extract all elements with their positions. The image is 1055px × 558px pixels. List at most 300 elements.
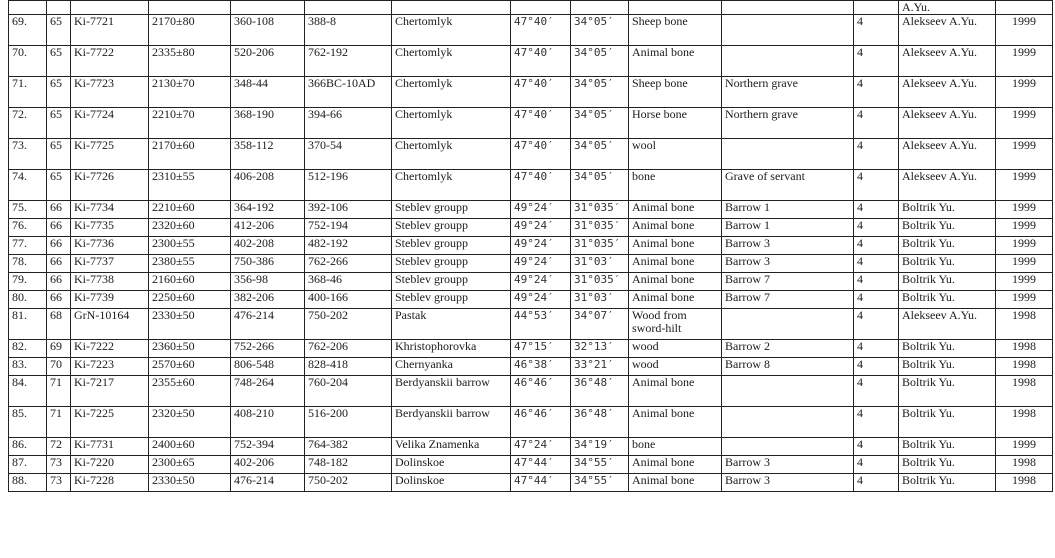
- cell-longitude: 31°035′: [571, 273, 629, 291]
- cell-year: 1999: [996, 46, 1053, 77]
- cell-year: 1999: [996, 237, 1053, 255]
- cell-c14-age: 2330±50: [149, 474, 231, 492]
- cell-longitude: 34°07′: [571, 309, 629, 340]
- cell-c14-age: 2330±50: [149, 309, 231, 340]
- cell-year: 1999: [996, 139, 1053, 170]
- cell-site-id: 65: [47, 15, 71, 46]
- cell-cal-range-1: 402-206: [231, 456, 305, 474]
- cell-number: 75.: [9, 201, 47, 219]
- cell-number: 73.: [9, 139, 47, 170]
- cell-latitude: 47°40′: [511, 139, 571, 170]
- cell-cal-range-2: 366BC-10AD: [305, 77, 392, 108]
- cell-researcher: Alekseev A.Yu.: [899, 108, 996, 139]
- cell-blank: [996, 1, 1053, 15]
- cell-cal-range-2: 400-166: [305, 291, 392, 309]
- cell-lab-code: Ki-7225: [71, 407, 149, 438]
- cell-blank: [722, 1, 854, 15]
- cell-material: Animal bone: [629, 219, 722, 237]
- cell-c14-age: 2160±60: [149, 273, 231, 291]
- cell-material: Animal bone: [629, 46, 722, 77]
- cell-number: 71.: [9, 77, 47, 108]
- cell-context: Barrow 3: [722, 237, 854, 255]
- cell-site-name: Dolinskoe: [392, 474, 511, 492]
- cell-c14-age: 2320±60: [149, 219, 231, 237]
- cell-cal-range-2: 482-192: [305, 237, 392, 255]
- cell-cal-range-1: 520-206: [231, 46, 305, 77]
- cell-researcher: Boltrik Yu.: [899, 376, 996, 407]
- cell-year: 1999: [996, 219, 1053, 237]
- cell-site-id: 70: [47, 358, 71, 376]
- cell-cal-range-1: 806-548: [231, 358, 305, 376]
- cell-cal-range-1: 748-264: [231, 376, 305, 407]
- cell-zone: 4: [854, 255, 899, 273]
- cell-blank: [392, 1, 511, 15]
- cell-longitude: 34°05′: [571, 77, 629, 108]
- cell-researcher: Boltrik Yu.: [899, 438, 996, 456]
- cell-cal-range-1: 408-210: [231, 407, 305, 438]
- cell-site-id: 65: [47, 170, 71, 201]
- cell-year: 1998: [996, 456, 1053, 474]
- cell-cal-range-1: 750-386: [231, 255, 305, 273]
- table-row: [9, 15, 1053, 46]
- table-body: [9, 1, 1053, 492]
- cell-c14-age: 2170±80: [149, 15, 231, 46]
- cell-researcher: Alekseev A.Yu.: [899, 77, 996, 108]
- cell-zone: 4: [854, 340, 899, 358]
- cell-cal-range-1: 368-190: [231, 108, 305, 139]
- cell-material: bone: [629, 170, 722, 201]
- cell-number: 81.: [9, 309, 47, 340]
- cell-lab-code: Ki-7737: [71, 255, 149, 273]
- cell-number: 76.: [9, 219, 47, 237]
- cell-year: 1998: [996, 407, 1053, 438]
- table-row: [9, 340, 1053, 358]
- cell-latitude: 49°24′: [511, 219, 571, 237]
- cell-material: bone: [629, 438, 722, 456]
- cell-c14-age: 2170±60: [149, 139, 231, 170]
- cell-researcher: Boltrik Yu.: [899, 273, 996, 291]
- cell-latitude: 49°24′: [511, 291, 571, 309]
- table-row: [9, 237, 1053, 255]
- table-row: [9, 273, 1053, 291]
- cell-site-name: Pastak: [392, 309, 511, 340]
- cell-material: Animal bone: [629, 474, 722, 492]
- cell-researcher: Alekseev A.Yu.: [899, 15, 996, 46]
- cell-site-name: Steblev groupp: [392, 201, 511, 219]
- cell-site-name: Chernyanka: [392, 358, 511, 376]
- cell-researcher: Boltrik Yu.: [899, 219, 996, 237]
- cell-latitude: 47°40′: [511, 77, 571, 108]
- cell-site-name: Velika Znamenka: [392, 438, 511, 456]
- cell-year: 1998: [996, 474, 1053, 492]
- cell-cal-range-2: 750-202: [305, 474, 392, 492]
- cell-longitude: 33°21′: [571, 358, 629, 376]
- table-row: [9, 201, 1053, 219]
- table-row: [9, 170, 1053, 201]
- cell-blank: [511, 1, 571, 15]
- cell-context: [722, 407, 854, 438]
- cell-longitude: 34°55′: [571, 474, 629, 492]
- cell-latitude: 47°24′: [511, 438, 571, 456]
- table-row: [9, 77, 1053, 108]
- cell-number: 79.: [9, 273, 47, 291]
- cell-year: 1999: [996, 291, 1053, 309]
- cell-material: Animal bone: [629, 237, 722, 255]
- cell-site-id: 66: [47, 273, 71, 291]
- cell-c14-age: 2380±55: [149, 255, 231, 273]
- cell-cal-range-1: 382-206: [231, 291, 305, 309]
- cell-material: Horse bone: [629, 108, 722, 139]
- cell-material: Animal bone: [629, 201, 722, 219]
- cell-lab-code: Ki-7220: [71, 456, 149, 474]
- cell-zone: 4: [854, 456, 899, 474]
- cell-material: wool: [629, 139, 722, 170]
- cell-cal-range-1: 406-208: [231, 170, 305, 201]
- cell-zone: 4: [854, 139, 899, 170]
- cell-researcher: Boltrik Yu.: [899, 255, 996, 273]
- cell-site-id: 66: [47, 201, 71, 219]
- cell-zone: 4: [854, 219, 899, 237]
- cell-year: 1999: [996, 77, 1053, 108]
- cell-site-name: Steblev groupp: [392, 219, 511, 237]
- cell-longitude: 34°05′: [571, 46, 629, 77]
- cell-zone: 4: [854, 291, 899, 309]
- cell-site-name: Dolinskoe: [392, 456, 511, 474]
- cell-cal-range-2: 764-382: [305, 438, 392, 456]
- cell-c14-age: 2300±65: [149, 456, 231, 474]
- cell-year: 1998: [996, 376, 1053, 407]
- cell-year: 1999: [996, 15, 1053, 46]
- table-row: [9, 438, 1053, 456]
- cell-number: 77.: [9, 237, 47, 255]
- cell-cal-range-2: 370-54: [305, 139, 392, 170]
- table-row: [9, 219, 1053, 237]
- cell-context: Barrow 7: [722, 273, 854, 291]
- cell-year: 1999: [996, 201, 1053, 219]
- cell-material: Animal bone: [629, 291, 722, 309]
- cell-c14-age: 2355±60: [149, 376, 231, 407]
- cell-longitude: 34°05′: [571, 15, 629, 46]
- cell-latitude: 47°44′: [511, 456, 571, 474]
- cell-material: wood: [629, 358, 722, 376]
- cell-site-id: 68: [47, 309, 71, 340]
- cell-researcher: Alekseev A.Yu.: [899, 170, 996, 201]
- cell-site-id: 66: [47, 291, 71, 309]
- cell-lab-code: Ki-7739: [71, 291, 149, 309]
- cell-lab-code: Ki-7223: [71, 358, 149, 376]
- cell-c14-age: 2310±55: [149, 170, 231, 201]
- cell-researcher: Alekseev A.Yu.: [899, 309, 996, 340]
- cell-researcher: Boltrik Yu.: [899, 474, 996, 492]
- cell-cal-range-2: 760-204: [305, 376, 392, 407]
- cell-site-id: 66: [47, 255, 71, 273]
- cell-latitude: 49°24′: [511, 237, 571, 255]
- cell-cal-range-1: 476-214: [231, 474, 305, 492]
- cell-longitude: 31°03′: [571, 291, 629, 309]
- cell-longitude: 31°035′: [571, 237, 629, 255]
- cell-year: 1998: [996, 358, 1053, 376]
- cell-lab-code: Ki-7736: [71, 237, 149, 255]
- cell-context: Barrow 3: [722, 255, 854, 273]
- cell-lab-code: Ki-7722: [71, 46, 149, 77]
- cell-c14-age: 2130±70: [149, 77, 231, 108]
- cell-number: 80.: [9, 291, 47, 309]
- cell-site-id: 71: [47, 407, 71, 438]
- cell-latitude: 49°24′: [511, 201, 571, 219]
- cell-longitude: 32°13′: [571, 340, 629, 358]
- cell-latitude: 49°24′: [511, 255, 571, 273]
- cell-site-name: Chertomlyk: [392, 46, 511, 77]
- cell-site-id: 66: [47, 219, 71, 237]
- cell-cal-range-2: 750-202: [305, 309, 392, 340]
- cell-context: Grave of servant: [722, 170, 854, 201]
- cell-researcher: Boltrik Yu.: [899, 358, 996, 376]
- cell-cal-range-2: 762-206: [305, 340, 392, 358]
- cell-lab-code: Ki-7734: [71, 201, 149, 219]
- cell-lab-code: Ki-7738: [71, 273, 149, 291]
- cell-blank: [854, 1, 899, 15]
- cell-blank: [629, 1, 722, 15]
- cell-site-name: Steblev groupp: [392, 255, 511, 273]
- cell-cal-range-1: 402-208: [231, 237, 305, 255]
- table-row: [9, 291, 1053, 309]
- cell-lab-code: Ki-7721: [71, 15, 149, 46]
- cell-longitude: 34°05′: [571, 108, 629, 139]
- table-row-continuation: [9, 1, 1053, 15]
- cell-zone: 4: [854, 474, 899, 492]
- cell-zone: 4: [854, 376, 899, 407]
- cell-researcher: A.Yu.: [899, 1, 996, 15]
- cell-material: Sheep bone: [629, 15, 722, 46]
- cell-cal-range-2: 762-266: [305, 255, 392, 273]
- cell-material: Animal bone: [629, 407, 722, 438]
- cell-longitude: 31°03′: [571, 255, 629, 273]
- cell-longitude: 36°48′: [571, 407, 629, 438]
- cell-site-name: Chertomlyk: [392, 15, 511, 46]
- cell-lab-code: Ki-7217: [71, 376, 149, 407]
- cell-site-name: Chertomlyk: [392, 108, 511, 139]
- cell-zone: 4: [854, 201, 899, 219]
- cell-site-id: 65: [47, 77, 71, 108]
- cell-longitude: 31°035′: [571, 201, 629, 219]
- cell-c14-age: 2250±60: [149, 291, 231, 309]
- cell-latitude: 44°53′: [511, 309, 571, 340]
- table-row: [9, 407, 1053, 438]
- cell-site-id: 73: [47, 456, 71, 474]
- cell-cal-range-2: 516-200: [305, 407, 392, 438]
- table-row: [9, 456, 1053, 474]
- cell-cal-range-2: 762-192: [305, 46, 392, 77]
- cell-cal-range-1: 348-44: [231, 77, 305, 108]
- cell-lab-code: Ki-7726: [71, 170, 149, 201]
- cell-cal-range-2: 752-194: [305, 219, 392, 237]
- cell-lab-code: Ki-7735: [71, 219, 149, 237]
- cell-year: 1999: [996, 108, 1053, 139]
- cell-cal-range-2: 748-182: [305, 456, 392, 474]
- cell-c14-age: 2210±70: [149, 108, 231, 139]
- cell-number: 86.: [9, 438, 47, 456]
- cell-latitude: 49°24′: [511, 273, 571, 291]
- table-row: [9, 358, 1053, 376]
- cell-context: Barrow 7: [722, 291, 854, 309]
- cell-context: [722, 438, 854, 456]
- cell-longitude: 34°05′: [571, 170, 629, 201]
- cell-zone: 4: [854, 46, 899, 77]
- cell-number: 85.: [9, 407, 47, 438]
- cell-blank: [149, 1, 231, 15]
- cell-context: Barrow 1: [722, 201, 854, 219]
- cell-cal-range-1: 752-394: [231, 438, 305, 456]
- cell-context: [722, 15, 854, 46]
- table-row: [9, 139, 1053, 170]
- cell-researcher: Boltrik Yu.: [899, 291, 996, 309]
- cell-cal-range-2: 828-418: [305, 358, 392, 376]
- cell-lab-code: Ki-7228: [71, 474, 149, 492]
- cell-year: 1999: [996, 255, 1053, 273]
- cell-lab-code: Ki-7222: [71, 340, 149, 358]
- radiocarbon-table: [8, 0, 1053, 492]
- cell-cal-range-1: 476-214: [231, 309, 305, 340]
- cell-blank: [305, 1, 392, 15]
- cell-number: 78.: [9, 255, 47, 273]
- cell-researcher: Boltrik Yu.: [899, 237, 996, 255]
- cell-cal-range-2: 392-106: [305, 201, 392, 219]
- cell-context: Barrow 3: [722, 456, 854, 474]
- cell-cal-range-2: 512-196: [305, 170, 392, 201]
- cell-site-id: 65: [47, 46, 71, 77]
- cell-number: 84.: [9, 376, 47, 407]
- cell-cal-range-1: 360-108: [231, 15, 305, 46]
- table-row: [9, 255, 1053, 273]
- cell-longitude: 34°19′: [571, 438, 629, 456]
- cell-site-name: Berdyanskii barrow: [392, 376, 511, 407]
- cell-c14-age: 2400±60: [149, 438, 231, 456]
- cell-cal-range-1: 752-266: [231, 340, 305, 358]
- cell-context: Barrow 2: [722, 340, 854, 358]
- cell-year: 1998: [996, 309, 1053, 340]
- cell-lab-code: Ki-7723: [71, 77, 149, 108]
- cell-site-name: Steblev groupp: [392, 237, 511, 255]
- table-row: [9, 108, 1053, 139]
- cell-zone: 4: [854, 108, 899, 139]
- cell-cal-range-2: 368-46: [305, 273, 392, 291]
- cell-number: 87.: [9, 456, 47, 474]
- cell-c14-age: 2300±55: [149, 237, 231, 255]
- cell-latitude: 47°40′: [511, 108, 571, 139]
- cell-context: Northern grave: [722, 77, 854, 108]
- cell-cal-range-1: 356-98: [231, 273, 305, 291]
- cell-blank: [231, 1, 305, 15]
- cell-year: 1998: [996, 340, 1053, 358]
- cell-context: Barrow 3: [722, 474, 854, 492]
- cell-latitude: 46°38′: [511, 358, 571, 376]
- cell-lab-code: GrN-10164: [71, 309, 149, 340]
- cell-zone: 4: [854, 407, 899, 438]
- cell-researcher: Boltrik Yu.: [899, 456, 996, 474]
- cell-c14-age: 2360±50: [149, 340, 231, 358]
- cell-year: 1999: [996, 170, 1053, 201]
- cell-context: [722, 376, 854, 407]
- cell-researcher: Alekseev A.Yu.: [899, 46, 996, 77]
- cell-cal-range-1: 412-206: [231, 219, 305, 237]
- cell-zone: 4: [854, 309, 899, 340]
- cell-c14-age: 2320±50: [149, 407, 231, 438]
- cell-context: Northern grave: [722, 108, 854, 139]
- cell-site-id: 65: [47, 139, 71, 170]
- table-row: [9, 474, 1053, 492]
- cell-site-id: 65: [47, 108, 71, 139]
- cell-cal-range-1: 358-112: [231, 139, 305, 170]
- cell-blank: [47, 1, 71, 15]
- cell-context: [722, 139, 854, 170]
- cell-site-name: Berdyanskii barrow: [392, 407, 511, 438]
- cell-number: 82.: [9, 340, 47, 358]
- cell-latitude: 47°40′: [511, 170, 571, 201]
- cell-material: Animal bone: [629, 255, 722, 273]
- cell-site-name: Chertomlyk: [392, 170, 511, 201]
- cell-latitude: 46°46′: [511, 407, 571, 438]
- cell-material: Sheep bone: [629, 77, 722, 108]
- cell-site-name: Khristophorovka: [392, 340, 511, 358]
- cell-c14-age: 2570±60: [149, 358, 231, 376]
- cell-blank: [571, 1, 629, 15]
- document-page: [8, 0, 1052, 492]
- cell-researcher: Alekseev A.Yu.: [899, 139, 996, 170]
- cell-context: [722, 309, 854, 340]
- cell-zone: 4: [854, 15, 899, 46]
- cell-number: 88.: [9, 474, 47, 492]
- table-row: [9, 376, 1053, 407]
- cell-cal-range-1: 364-192: [231, 201, 305, 219]
- table-row: [9, 309, 1053, 340]
- cell-context: [722, 46, 854, 77]
- cell-number: 69.: [9, 15, 47, 46]
- cell-material: Wood from sword-hilt: [629, 309, 722, 340]
- cell-material: Animal bone: [629, 376, 722, 407]
- cell-year: 1999: [996, 438, 1053, 456]
- cell-c14-age: 2335±80: [149, 46, 231, 77]
- cell-context: Barrow 1: [722, 219, 854, 237]
- cell-longitude: 36°48′: [571, 376, 629, 407]
- cell-latitude: 46°46′: [511, 376, 571, 407]
- cell-zone: 4: [854, 358, 899, 376]
- cell-blank: [9, 1, 47, 15]
- cell-site-id: 71: [47, 376, 71, 407]
- cell-number: 70.: [9, 46, 47, 77]
- cell-latitude: 47°15′: [511, 340, 571, 358]
- cell-context: Barrow 8: [722, 358, 854, 376]
- cell-site-id: 66: [47, 237, 71, 255]
- cell-longitude: 34°05′: [571, 139, 629, 170]
- cell-longitude: 34°55′: [571, 456, 629, 474]
- cell-zone: 4: [854, 273, 899, 291]
- cell-c14-age: 2210±60: [149, 201, 231, 219]
- cell-site-name: Chertomlyk: [392, 77, 511, 108]
- cell-site-id: 73: [47, 474, 71, 492]
- cell-researcher: Boltrik Yu.: [899, 201, 996, 219]
- cell-year: 1999: [996, 273, 1053, 291]
- cell-longitude: 31°035′: [571, 219, 629, 237]
- cell-lab-code: Ki-7724: [71, 108, 149, 139]
- cell-latitude: 47°40′: [511, 46, 571, 77]
- cell-number: 74.: [9, 170, 47, 201]
- cell-lab-code: Ki-7731: [71, 438, 149, 456]
- cell-zone: 4: [854, 77, 899, 108]
- cell-lab-code: Ki-7725: [71, 139, 149, 170]
- cell-site-id: 69: [47, 340, 71, 358]
- cell-latitude: 47°40′: [511, 15, 571, 46]
- cell-researcher: Boltrik Yu.: [899, 340, 996, 358]
